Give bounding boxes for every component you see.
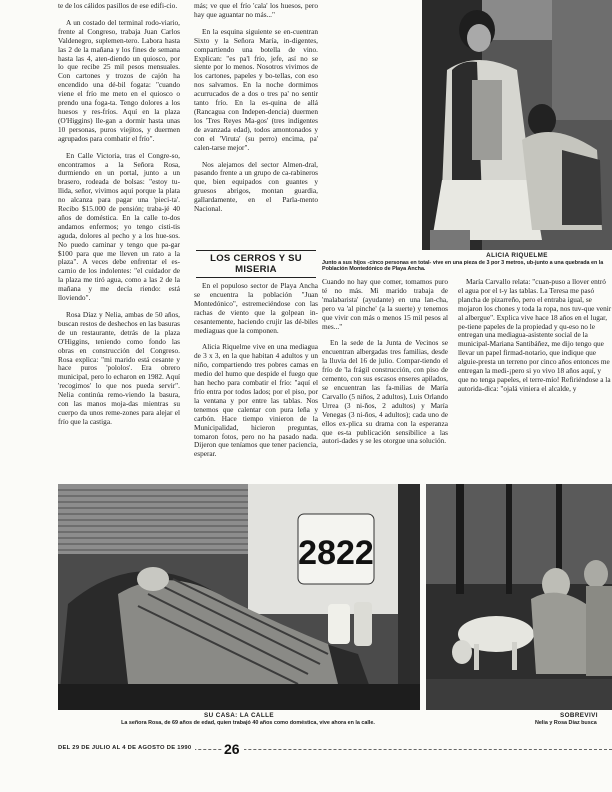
issue-date: DEL 29 DE JULIO AL 4 DE AGOSTO DE 1990 <box>58 745 195 751</box>
article-column-3 <box>322 278 448 454</box>
paragraph: Rosa Díaz y Nelia, ambas de 50 años, buscan restos de deshechos en las basuras de un restaurante, detrás de la plaza O'Higgins, teniendo como fondo las obras en construcción del Congreso. Rosa explica: "mi marido está cesante y hace puros 'pololos'. Era obrero municipal, pero lo echaron en 1982. Aquí 'recogimos' lo que nos pueda servir". Nelia continúa remo-viendo la basura, con las manos moja-das mientras su cuerpo da unos reme-zones para alejar el frío que la castiga. <box>58 310 180 426</box>
paragraph: En la esquina siguiente se en-cuentran Sixto y la Señora María, in-digentes, compartiendo una botella de vino. Explican: "es pa'l frío, jefe, así no se siente por lo menos. Nosotros vivimos de los cartones, papeles y bo-tellas, con eso nos salvamos. En la noche dormimos acurrucados de a dos o tres pa' no sentir tanto frío. En la es-quina de allá (Rancagua con Indepen-dencia) duermen los 'Tres Reyes Ma-gos' (tres indigentes de avanzada edad), todos amontonados y con el 'Viruta' (su perro) encima, pa' calen-tarse mejor". <box>194 26 318 152</box>
photo-caption-text: La señora Rosa, de 69 años de edad, quien trabajó 40 años como doméstica, vive ahora en la calle. <box>121 720 375 726</box>
photo-illustration <box>422 0 612 250</box>
paragraph: Nos alejamos del sector Almen-dral, pasando frente a un grupo de ca-rabineros que, bien equipados con guantes y gruesos abrigos, montan guardia, gallardamente, en el Parla-mento Nacional. <box>194 159 318 214</box>
paragraph: En el populoso sector de Playa Ancha se encuentra la población "Juan Montedónico", estremeciéndose con las rachas de viento que la golpean in-cesantemente, haciendo crujir las dé-biles mediaguas que la componen. <box>194 281 318 335</box>
paragraph: más; ve que el frío 'cala' los huesos, pero hay que aguantar no más..." <box>194 1 318 19</box>
photo-caption-title: ALICIA RIQUELME <box>486 252 548 259</box>
paragraph: A un costado del terminal rodo-viario, frente al Congreso, trabaja Juan Carlos Valdenegro, suplemen-tero. Labora hasta las 2 de la mañana y los fines de semana hasta las 4, aten-diendo un quiosco, por lo que recibe 25 mil pesos mensuales. Con cartones y trozos de cajón ha encendido una dé-bil fogata: "cuando viene el frío me meto en el quiosco o prendo una foga-ta. Tengo dolores a los huesos y res-fríos. Aquí en la plaza (O'Higgins) lle-gan a dormir hasta unas 10 personas, puros viejitos, y duermen agrupados para combatir el frío". <box>58 17 180 143</box>
photo-nelia-rosa-diaz <box>426 484 612 710</box>
paragraph: María Carvallo relata: "cuan-puso a llover entró el agua por el t-y las tablas. La Teresa me pasó plancha de pizarreño, pero el entraba igual, se mojaron los chones y toda la ropa, nos tuv-que venir al albergue". Explica vive hace 18 años en el lugar, pe-tiene papeles de la propiedad y qu-eso no le entregan una mediagua-asistente social de la municipal-Mariana Santibáñez, me dijo tengo que llevar un papel firmad-notario, que indique que alguie-presta un terreno por cinco años entonces me entregan la medi-¡pero si yo vivo 18 años aquí, y que no tenga papeles, el terre-mío! Refiriéndose a la autorida-dica: "ojalá viniera el alcalde, y <box>458 278 612 393</box>
article-column-2 <box>194 2 318 222</box>
photo-caption-title: SU CASA: LA CALLE <box>204 712 274 719</box>
page-number: 26 <box>224 741 240 757</box>
door-number: 2822 <box>298 534 374 572</box>
photo-caption-text: Nelia y Rosa Díaz busca <box>535 720 597 726</box>
photo-caption-text: Junto a sus hijos -cinco personas en total- vive en una pieza de 3 por 3 metros, ub-junto a una quebrada en la Población Montedónico de Playa Ancha. <box>322 260 604 273</box>
section-heading: LOS CERROS Y SU MISERIA <box>210 253 302 275</box>
paragraph: En la sede de la Junta de Vecinos se encuentran albergadas tres familias, desde la lluvia del 16 de julio. Compar-tiendo el frío de 'la frágil construcción, con piso de cemento, con sus escasos enseres apilados, se encuentran las fa-milias de María Carvallo (5 niños, 2 adultos), Luis Orlando Urrea (3 ni-ños, 2 adultos) y María Venegas (3 ni-ños, 4 adultos); cada uno de ellos ex-plica su drama con la esperanza que es-ta publicación sensibilice a las autori-dades y se les otorgue una solución. <box>322 338 448 446</box>
photo-senora-rosa <box>58 484 420 710</box>
heading-rule-top <box>196 250 316 251</box>
paragraph: Cuando no hay que comer, tomamos puro té no más. Mi marido trabaja de 'malabarista' (ayudante) en una lan-cha, pero va 'al pinche' (a la suerte) y tenemos que vivir con más o menos 15 mil pesos al mes..." <box>322 277 448 331</box>
article-column-2b <box>194 282 318 467</box>
heading-rule-bottom <box>196 277 316 278</box>
page-number-badge <box>222 738 244 762</box>
photo-alicia-riquelme <box>422 0 612 250</box>
photo-caption-title: SOBREVIVI <box>560 712 598 719</box>
photo-illustration <box>426 484 612 710</box>
photo-illustration <box>58 484 420 710</box>
article-column-4 <box>458 278 612 478</box>
article-column-1 <box>58 2 180 435</box>
paragraph: Alicia Riquelme vive en una mediagua de 3 x 3, en la que habitan 4 adultos y un niño, compartiendo tres pobres camas en medio del humo que despide el fuego que han hecho para combatir el frío: "aquí el frío entra por todos lados; por el piso, por la ventana y por entre las tablas. Nos tenemos que calentar con pura leña y carbón. Hace tiempo vinieron de la Municipalidad, hicieron preguntas, tomaron fotos, pero no ha pasado nada. Dijeron que teníamos que tener paciencia, esperar. <box>194 342 318 459</box>
paragraph: En Calle Victoria, tras el Congre-so, encontramos a la Señora Rosa, durmiendo en un portal, junto a un brasero, rodeada de bolsas: "estoy tu-llida, señor, vivimos aquí porque la plata no alcanza para pagar una 'pieci-ta'. Recibo $15.000 de pensión; traba-jé 40 años de doméstica. En la calle to-dos andamos enfermos; yo tengo cisti-tis aguda, dolores al pecho y a los hue-sos. No puedo caminar y tengo que pa-gar $100 para que me lleven un rato a la plaza". A veces debe enfrentar el es-carnio de los indolentes: "el cuidador de la plaza me tiró agua, como a las 2 de la mañana y me decía riendo: está lloviendo". <box>58 150 180 303</box>
paragraph: te de los cálidos pasillos de ese edifi-cio. <box>58 1 178 10</box>
